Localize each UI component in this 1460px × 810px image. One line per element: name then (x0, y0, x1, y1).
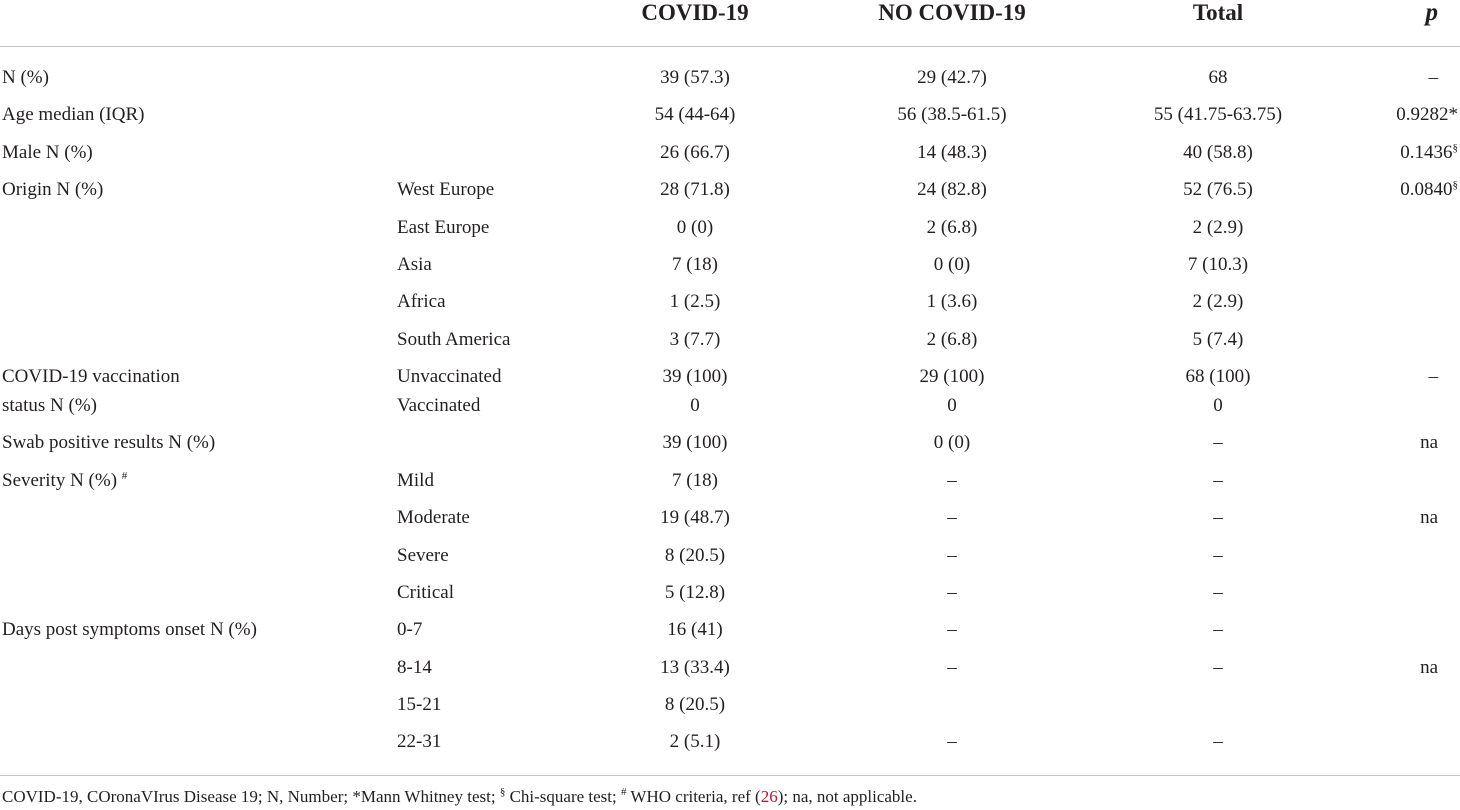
footnote-marker: # (121, 470, 128, 482)
cell-east-europe-covid: 0 (0) (676, 217, 714, 238)
cell-asia-nocovid: 0 (0) (933, 254, 971, 275)
cell-vaccinated-total: 0 (1213, 395, 1223, 416)
cell-age-total: 55 (41.75-63.75) (1153, 104, 1283, 125)
cell-n-total: 68 (1208, 67, 1228, 88)
cell-severity-p: na (1420, 507, 1438, 528)
cell-critical-covid: 5 (12.8) (664, 582, 726, 603)
footer-divider (0, 775, 1460, 776)
sub-label-days-8-14: 8-14 (397, 657, 432, 678)
sub-label-south-america: South America (397, 329, 511, 350)
row-label-age: Age median (IQR) (2, 104, 145, 125)
sub-label-days-22-31: 22-31 (397, 731, 442, 752)
cell-unvaccinated-covid: 39 (100) (662, 366, 728, 387)
cell-moderate-covid: 19 (48.7) (660, 507, 730, 528)
cell-days-15-21-covid: 8 (20.5) (664, 694, 726, 715)
cell-n-covid: 39 (57.3) (660, 67, 730, 88)
footnote-marker: § (1452, 142, 1458, 154)
header-divider (0, 46, 1460, 47)
column-header-total: Total (1192, 0, 1244, 25)
cell-n-p: – (1428, 67, 1438, 88)
cell-vaccination-p: – (1428, 366, 1438, 387)
cell-mild-nocovid: – (947, 470, 957, 491)
cell-west-europe-total: 52 (76.5) (1183, 179, 1253, 200)
column-header-covid: COVID-19 (641, 0, 749, 25)
cell-age-p: 0.9282* (1396, 104, 1458, 125)
cell-vaccinated-nocovid: 0 (947, 395, 957, 416)
column-header-p: p (1425, 0, 1438, 26)
sub-label-moderate: Moderate (397, 507, 470, 528)
cell-male-nocovid: 14 (48.3) (917, 142, 987, 163)
cell-mild-covid: 7 (18) (672, 470, 718, 491)
cell-east-europe-nocovid: 2 (6.8) (926, 217, 978, 238)
cell-days-8-14-nocovid: – (947, 657, 957, 678)
cell-days-22-31-covid: 2 (5.1) (669, 731, 721, 752)
sub-label-asia: Asia (397, 254, 432, 275)
sub-label-vaccinated: Vaccinated (397, 395, 481, 416)
cell-days-0-7-covid: 16 (41) (667, 619, 723, 640)
cell-africa-total: 2 (2.9) (1192, 291, 1244, 312)
sub-label-days-15-21: 15-21 (397, 694, 442, 715)
cell-south-america-nocovid: 2 (6.8) (926, 329, 978, 350)
row-label-swab: Swab positive results N (%) (2, 432, 216, 453)
cell-unvaccinated-nocovid: 29 (100) (919, 366, 985, 387)
cell-asia-covid: 7 (18) (672, 254, 718, 275)
sub-label-mild: Mild (397, 470, 434, 491)
cell-swab-total: – (1213, 432, 1223, 453)
row-label-male: Male N (%) (2, 142, 93, 163)
cell-moderate-nocovid: – (947, 507, 957, 528)
cell-south-america-covid: 3 (7.7) (669, 329, 721, 350)
sub-label-days-0-7: 0-7 (397, 619, 423, 640)
reference-link[interactable]: 26 (760, 787, 778, 806)
sub-label-unvaccinated: Unvaccinated (397, 366, 502, 387)
cell-west-europe-covid: 28 (71.8) (660, 179, 730, 200)
cell-days-8-14-total: – (1213, 657, 1223, 678)
cell-male-total: 40 (58.8) (1183, 142, 1253, 163)
sub-label-severe: Severe (397, 545, 449, 566)
footnote-marker: § (1452, 179, 1458, 191)
cell-days-0-7-total: – (1213, 619, 1223, 640)
row-label-vaccination-line2: status N (%) (2, 395, 97, 416)
cell-n-nocovid: 29 (42.7) (917, 67, 987, 88)
cell-west-europe-nocovid: 24 (82.8) (917, 179, 987, 200)
cell-africa-covid: 1 (2.5) (669, 291, 721, 312)
cell-critical-nocovid: – (947, 582, 957, 603)
cell-days-8-14-covid: 13 (33.4) (660, 657, 730, 678)
cell-male-covid: 26 (66.7) (660, 142, 730, 163)
cell-days-0-7-nocovid: – (947, 619, 957, 640)
cell-swab-nocovid: 0 (0) (933, 432, 971, 453)
cell-days-p: na (1420, 657, 1438, 678)
cell-origin-p: 0.0840§ (1400, 179, 1458, 200)
cell-africa-nocovid: 1 (3.6) (926, 291, 978, 312)
row-label-origin: Origin N (%) (2, 179, 104, 200)
row-label-days: Days post symptoms onset N (%) (2, 619, 257, 640)
cell-south-america-total: 5 (7.4) (1192, 329, 1244, 350)
sub-label-critical: Critical (397, 582, 454, 603)
cell-vaccinated-covid: 0 (690, 395, 700, 416)
cell-swab-covid: 39 (100) (662, 432, 728, 453)
cell-critical-total: – (1213, 582, 1223, 603)
cell-days-22-31-total: – (1213, 731, 1223, 752)
cell-severe-nocovid: – (947, 545, 957, 566)
cell-age-covid: 54 (44-64) (654, 104, 736, 125)
cell-moderate-total: – (1213, 507, 1223, 528)
table-footnote: COVID-19, COronaVIrus Disease 19; N, Number; *Mann Whitney test; § Chi-square test; # WHO criteria, ref (26); na, not applicable. (2, 786, 917, 806)
row-label-vaccination-line1: COVID-19 vaccination (2, 366, 180, 387)
cell-unvaccinated-total: 68 (100) (1185, 366, 1251, 387)
cell-east-europe-total: 2 (2.9) (1192, 217, 1244, 238)
cell-asia-total: 7 (10.3) (1187, 254, 1249, 275)
column-header-no-covid: NO COVID-19 (878, 0, 1026, 25)
sub-label-africa: Africa (397, 291, 446, 312)
sub-label-east-europe: East Europe (397, 217, 490, 238)
cell-male-p: 0.1436§ (1400, 142, 1458, 163)
cell-severe-total: – (1213, 545, 1223, 566)
row-label-severity: Severity N (%) # (2, 470, 128, 491)
row-label-n: N (%) (2, 67, 49, 88)
cell-days-22-31-nocovid: – (947, 731, 957, 752)
cell-age-nocovid: 56 (38.5-61.5) (897, 104, 1007, 125)
cell-severe-covid: 8 (20.5) (664, 545, 726, 566)
sub-label-west-europe: West Europe (397, 179, 495, 200)
cell-swab-p: na (1420, 432, 1438, 453)
cell-mild-total: – (1213, 470, 1223, 491)
